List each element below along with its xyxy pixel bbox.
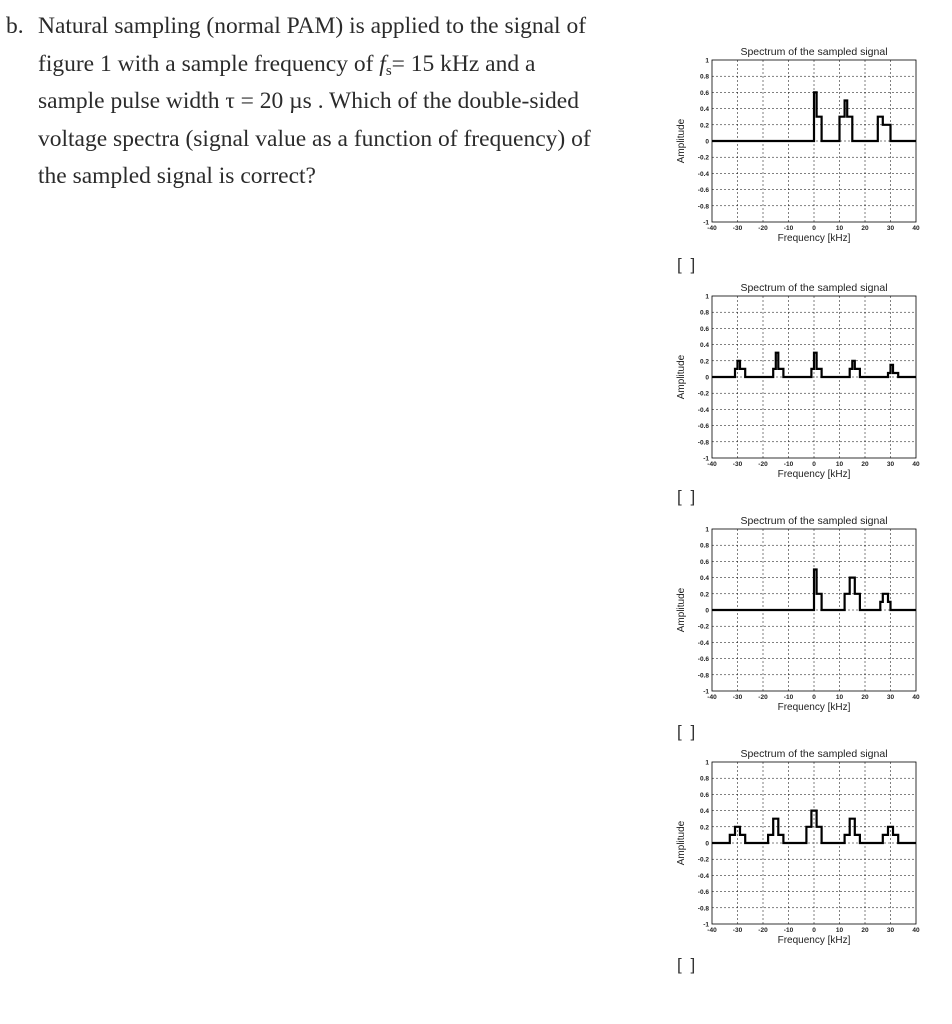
x-tick-label: 20 [861,927,869,934]
y-tick-label: -0.4 [697,406,709,414]
x-tick-label: 30 [886,927,895,934]
x-tick-label: 30 [886,225,895,232]
y-tick-label: -1 [703,219,709,227]
question-text [6,8,656,196]
y-axis-label: Amplitude [676,118,687,164]
y-tick-label: 0.2 [699,358,709,366]
x-tick-label: 30 [886,461,895,468]
question-line-3: sample pulse width τ = 20 µs . Which of the double-sided [38,88,579,114]
option-4-checkbox[interactable]: [ ] [677,955,698,974]
chart-title: Spectrum of the sampled signal [740,282,888,294]
x-axis-label: Frequency [kHz] [777,935,851,946]
option-1-checkbox[interactable]: [ ] [677,255,698,274]
y-tick-label: 0.8 [699,775,709,783]
x-tick-label: -40 [707,225,717,232]
y-tick-label: -0.2 [697,623,709,631]
x-tick-label: -10 [783,461,794,468]
chart-title: Spectrum of the sampled signal [740,748,888,760]
x-tick-label: -30 [732,694,743,701]
x-tick-label: -40 [707,927,717,934]
x-tick-label: -20 [758,694,768,701]
y-tick-label: -0.2 [697,856,709,864]
spectrum-chart-1 [672,44,922,244]
y-tick-label: -0.2 [697,390,709,398]
y-tick-label: -1 [703,921,709,929]
y-tick-label: -0.2 [697,154,709,162]
y-tick-label: -0.4 [697,170,709,178]
y-tick-label: 0.8 [699,309,709,317]
x-tick-label: 20 [861,461,869,468]
y-tick-label: 0.4 [699,808,709,816]
y-tick-label: 1 [705,293,709,301]
x-tick-label: -10 [783,927,794,934]
y-tick-label: 0.4 [699,342,709,350]
x-tick-label: -30 [732,225,743,232]
x-tick-label: 10 [835,694,844,701]
question-label: b. [6,13,24,39]
x-tick-label: 40 [912,225,920,232]
y-tick-label: 0.6 [699,89,709,97]
fs-symbol: f [379,50,386,77]
chart-title: Spectrum of the sampled signal [740,46,888,58]
x-tick-label: 10 [835,225,844,232]
x-tick-label: -40 [707,694,717,701]
x-tick-label: -10 [783,694,794,701]
y-tick-label: 0 [705,840,709,848]
y-tick-label: 0.2 [699,824,709,832]
question-line-2b: = 15 kHz and a [391,50,536,77]
x-tick-label: 20 [861,694,869,701]
y-tick-label: -0.8 [697,672,709,680]
y-tick-label: 1 [705,759,709,767]
x-tick-label: 30 [886,694,895,701]
x-axis-label: Frequency [kHz] [777,233,851,244]
option-3-checkbox[interactable]: [ ] [677,722,698,741]
chart-title: Spectrum of the sampled signal [740,515,888,527]
y-tick-label: -1 [703,688,709,696]
question-line-2a: figure 1 with a sample frequency of [38,50,380,77]
x-tick-label: -20 [758,225,768,232]
x-tick-label: 0 [812,225,816,232]
x-tick-label: -10 [783,225,794,232]
x-tick-label: 40 [912,927,920,934]
x-tick-label: 0 [812,927,816,934]
y-axis-label: Amplitude [676,587,687,633]
y-tick-label: -1 [703,455,709,463]
y-tick-label: 0.6 [699,791,709,799]
x-tick-label: 20 [861,225,869,232]
x-tick-label: 0 [812,461,816,468]
y-tick-label: 0 [705,138,709,146]
fs-subscript: s [385,62,392,79]
y-tick-label: 0 [705,374,709,382]
x-tick-label: -20 [758,927,768,934]
y-tick-label: -0.6 [697,889,709,897]
y-tick-label: 1 [705,57,709,65]
y-axis-label: Amplitude [676,820,687,866]
y-tick-label: -0.8 [697,905,709,913]
x-tick-label: 0 [812,694,816,701]
x-tick-label: 40 [912,461,920,468]
y-axis-label: Amplitude [676,354,687,400]
y-tick-label: 0 [705,607,709,615]
y-tick-label: -0.8 [697,439,709,447]
question-line-1: Natural sampling (normal PAM) is applied to the signal of [38,13,587,39]
question-line-5: the sampled signal is correct? [38,163,316,189]
y-tick-label: 0.4 [699,575,709,583]
y-tick-label: -0.6 [697,656,709,664]
spectrum-chart-2 [672,280,922,480]
y-tick-label: -0.4 [697,639,709,647]
y-tick-label: 0.2 [699,591,709,599]
x-tick-label: -30 [732,927,743,934]
y-tick-label: 0.4 [699,106,709,114]
y-tick-label: 0.8 [699,542,709,550]
y-tick-label: -0.4 [697,872,709,880]
option-2-checkbox[interactable]: [ ] [677,487,698,506]
spectrum-chart-3 [672,513,922,713]
question-line-4: voltage spectra (signal value as a function of frequency) of [38,125,591,152]
x-axis-label: Frequency [kHz] [777,469,851,480]
spectrum-chart-4 [672,746,922,946]
x-tick-label: -30 [732,461,743,468]
y-tick-label: 0.8 [699,73,709,81]
x-axis-label: Frequency [kHz] [777,702,851,713]
y-tick-label: -0.8 [697,203,709,211]
x-tick-label: -20 [758,461,768,468]
y-tick-label: 0.6 [699,325,709,333]
y-tick-label: 0.6 [699,558,709,566]
x-tick-label: -40 [707,461,717,468]
x-tick-label: 10 [835,461,844,468]
x-tick-label: 40 [912,694,920,701]
x-tick-label: 10 [835,927,844,934]
y-tick-label: -0.6 [697,423,709,431]
y-tick-label: 1 [705,526,709,534]
y-tick-label: 0.2 [699,122,709,130]
y-tick-label: -0.6 [697,187,709,195]
